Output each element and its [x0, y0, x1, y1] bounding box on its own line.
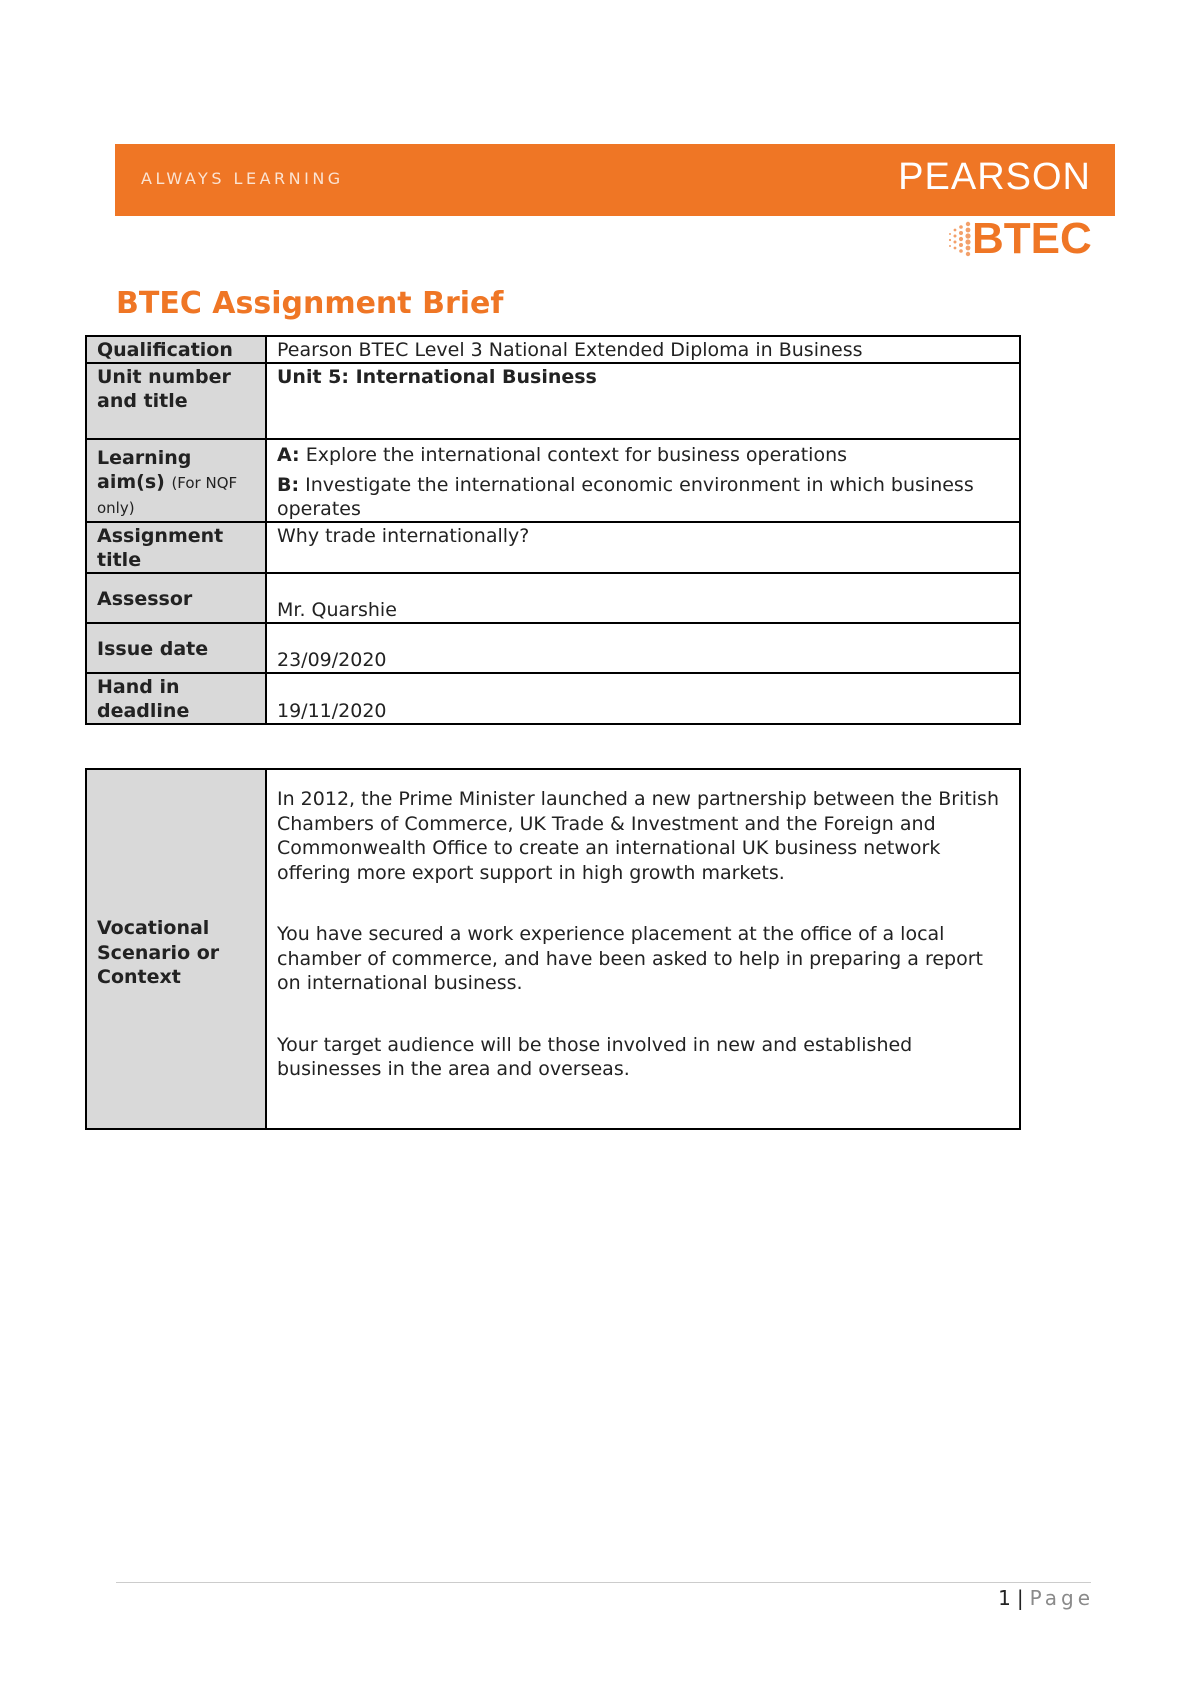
aim-a-text: Explore the international context for business operations: [305, 444, 848, 466]
scenario-paragraph: You have secured a work experience placement at the office of a local chamber of commerce, and have been asked to help in preparing a report on international business.: [277, 923, 983, 995]
aim-b-text: Investigate the international economic environment in which business operates: [277, 474, 974, 520]
issue-date-label: Issue date: [86, 623, 266, 673]
assignment-details-table: [85, 335, 1021, 725]
footer-divider: [116, 1582, 1091, 1583]
page-title: BTEC Assignment Brief: [116, 286, 504, 321]
page-label: Page: [1029, 1586, 1094, 1610]
aims-label-cell: [86, 439, 266, 522]
qualification-value: Pearson BTEC Level 3 National Extended Diploma in Business: [266, 336, 1020, 363]
assessor-label: Assessor: [86, 573, 266, 623]
aim-a-key: A:: [277, 444, 300, 466]
footer-separator: |: [1016, 1586, 1024, 1610]
table-row: [86, 623, 1020, 673]
btec-logo-text: BTEC: [972, 214, 1092, 263]
assignment-title-label: Assignment title: [86, 522, 266, 573]
aims-value-cell: [266, 439, 1020, 522]
aim-b-key: B:: [277, 474, 300, 496]
aims-note: (For NQF only): [97, 474, 238, 517]
scenario-table: [85, 768, 1021, 1130]
unit-label: Unit number and title: [86, 363, 266, 439]
page-footer: [998, 1586, 1094, 1610]
scenario-text-cell: [266, 769, 1020, 1129]
page-number: 1: [998, 1586, 1011, 1610]
table-row: [86, 522, 1020, 573]
pearson-banner: [115, 144, 1115, 216]
scenario-paragraph: In 2012, the Prime Minister launched a new partnership between the British Chambers of Commerce, UK Trade & Investment and the Foreign and Commonwealth Office to create an international UK business network offering more export support in high growth markets.: [277, 788, 999, 884]
table-row: [86, 336, 1020, 363]
issue-date-value: 23/09/2020: [266, 623, 1020, 673]
qualification-label: Qualification: [86, 336, 266, 363]
btec-dots-icon: [946, 220, 972, 260]
table-row: [86, 769, 1020, 1129]
deadline-label: Hand in deadline: [86, 673, 266, 724]
table-row: [86, 363, 1020, 439]
aim-b: [277, 473, 1011, 521]
scenario-paragraph: Your target audience will be those involved in new and established businesses in the area and overseas.: [277, 1033, 913, 1081]
table-row: [86, 673, 1020, 724]
aims-label: Learning aim(s): [97, 447, 192, 493]
aim-a: [277, 443, 1011, 467]
pearson-brand: PEARSON: [898, 156, 1091, 198]
table-row: [86, 573, 1020, 623]
scenario-label: Vocational Scenario or Context: [86, 769, 266, 1129]
unit-value: Unit 5: International Business: [266, 363, 1020, 439]
table-row: [86, 439, 1020, 522]
banner-tagline: ALWAYS LEARNING: [141, 169, 344, 188]
assessor-value: Mr. Quarshie: [266, 573, 1020, 623]
btec-logo: [946, 214, 1096, 263]
deadline-value: 19/11/2020: [266, 673, 1020, 724]
assignment-title-value: Why trade internationally?: [266, 522, 1020, 573]
